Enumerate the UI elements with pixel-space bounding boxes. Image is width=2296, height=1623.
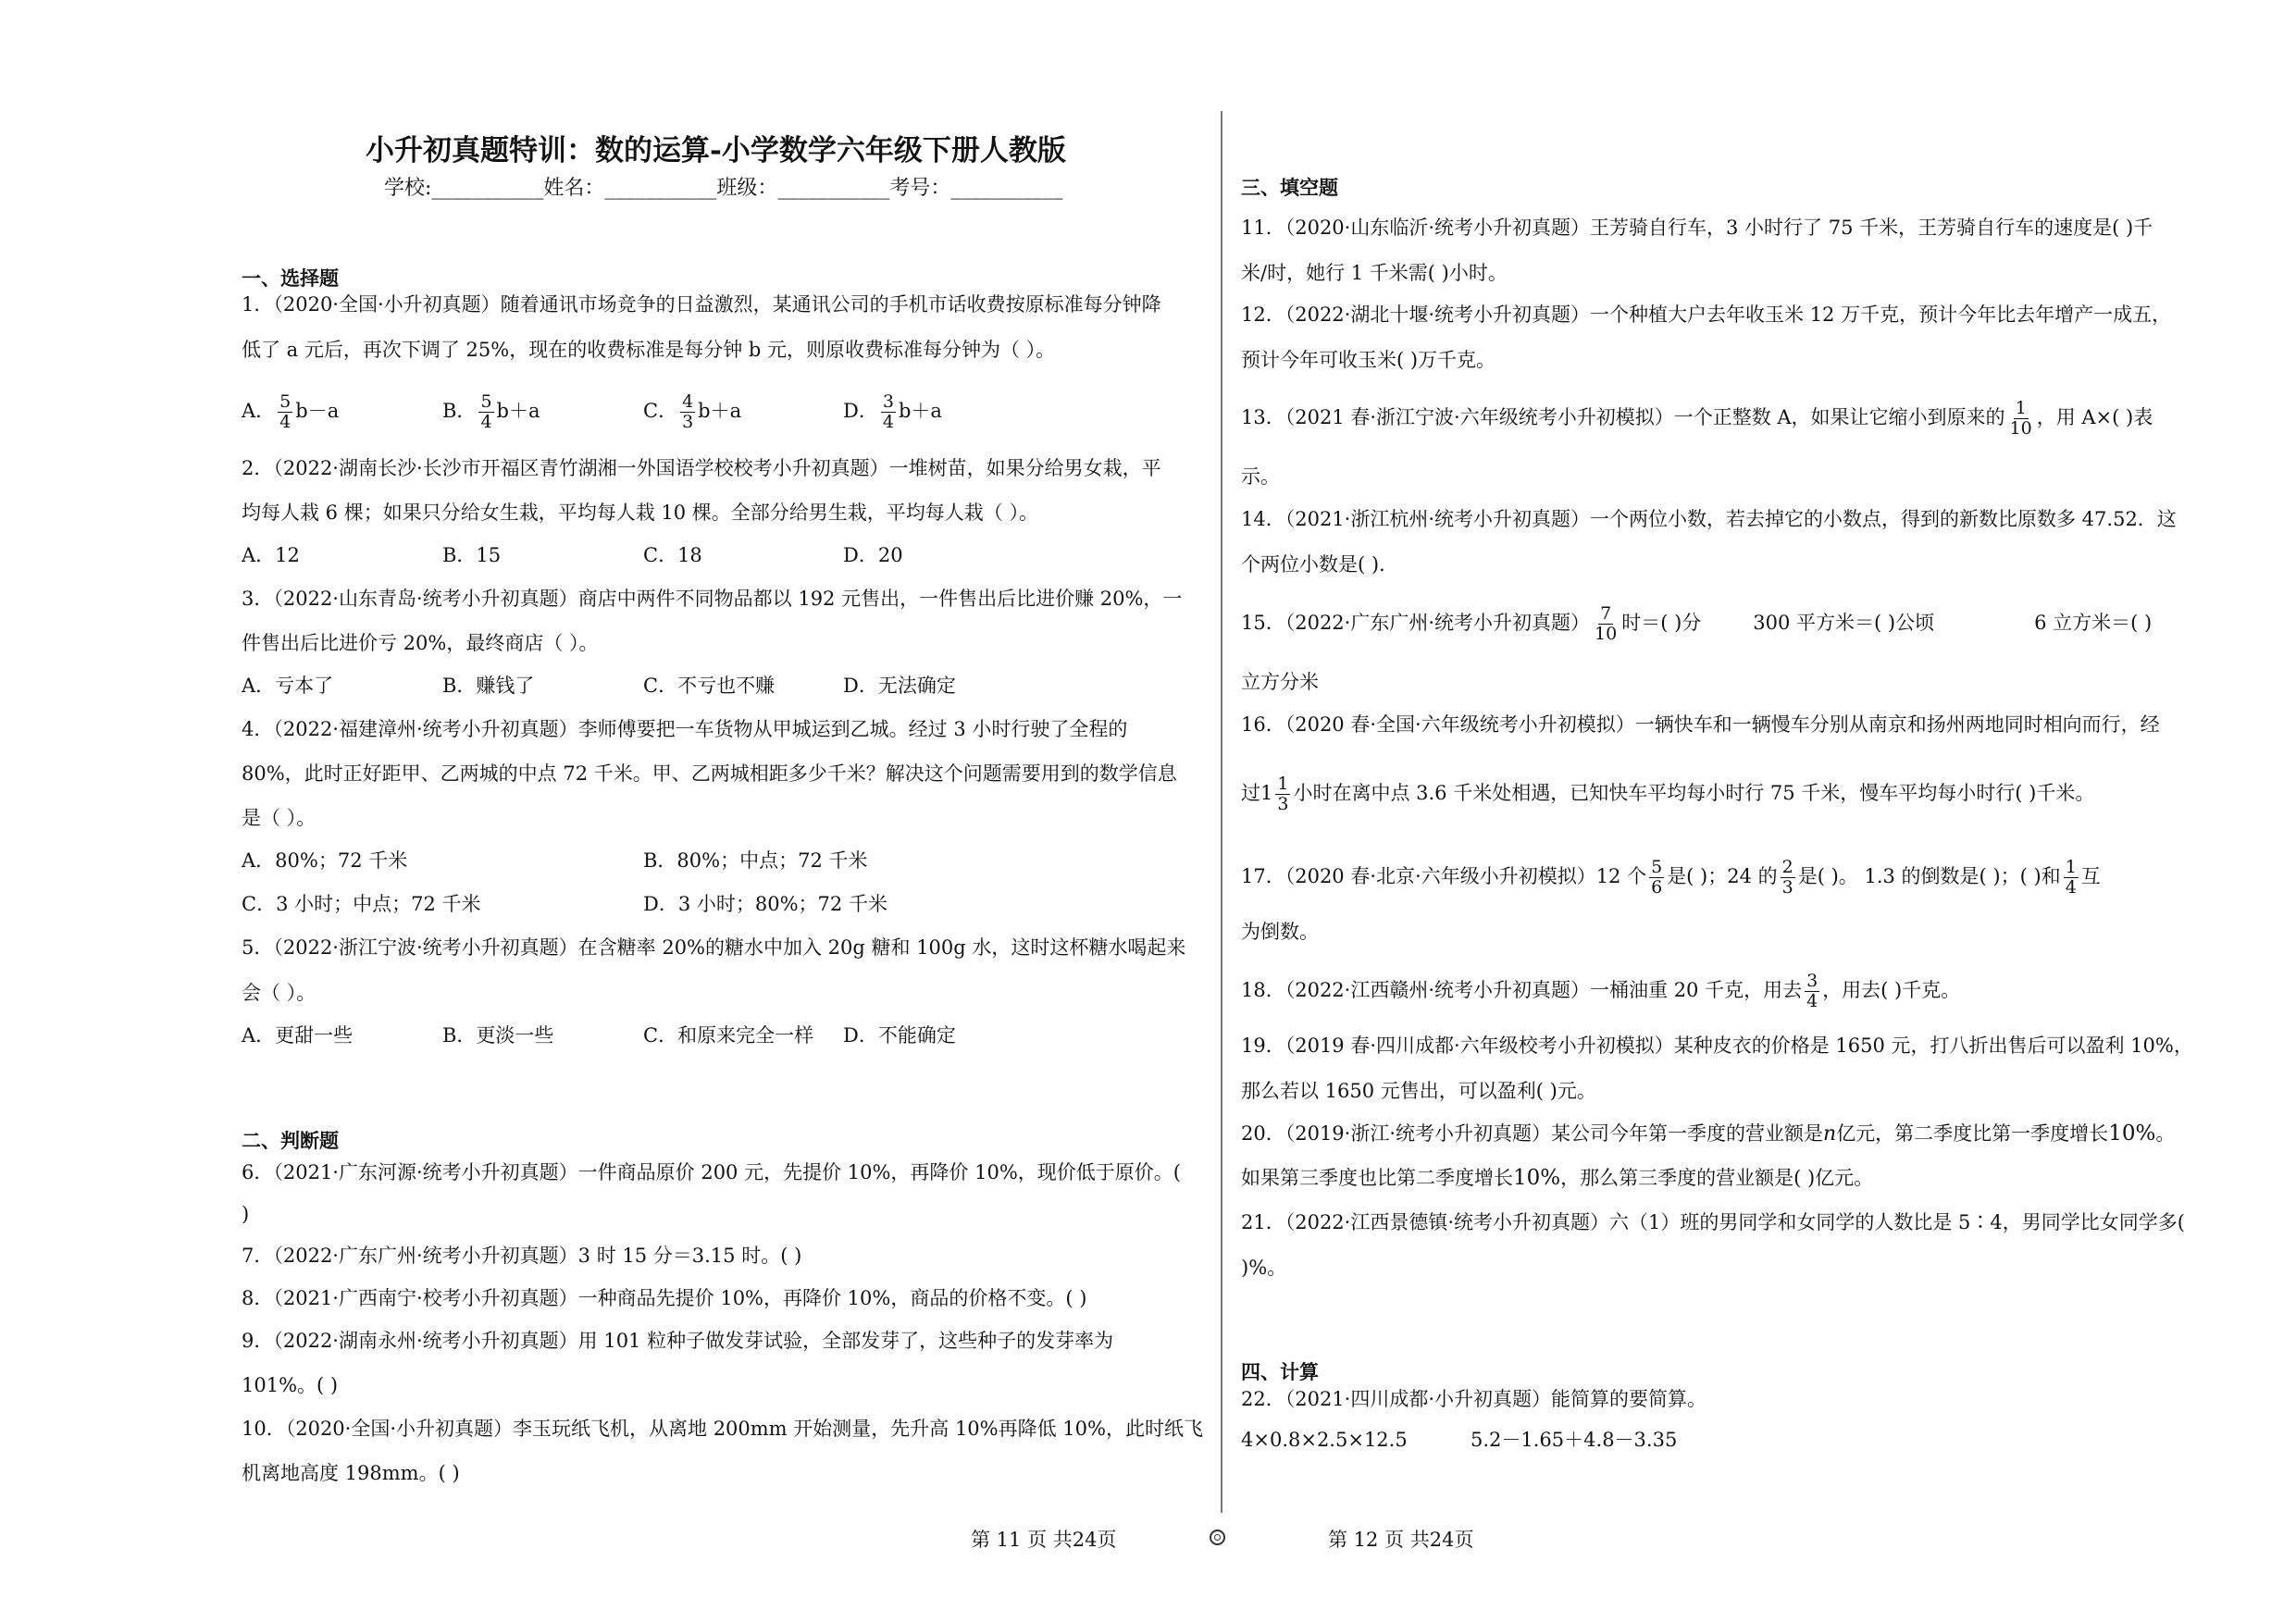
q3-option-b: B．赚钱了: [442, 675, 535, 697]
q17-pre: 17．（2020 春·北京·六年级小升初模拟）12 个: [1241, 865, 1647, 887]
q4-line3: 是（ ）。: [242, 807, 316, 829]
q6-line1: 6．（2021·广东河源·统考小升初真题）一件商品原价 200 元，先提价 10%，再降价 10%，现价低于原价。(: [242, 1161, 1181, 1183]
q12-line1: 12．（2022·湖北十堰·统考小升初真题）一个种植大户去年收玉米 12 万千克，预计今年比去年增产一成五，: [1241, 304, 2172, 326]
q3-option-c: C．不亏也不赚: [643, 675, 776, 697]
q16-den: 3: [1277, 794, 1289, 814]
q20-text-5: ，那么第三季度的营业额是( )亿元。: [1560, 1167, 1874, 1189]
student-info: 学校:___________姓名：___________班级：___________考号：___________: [384, 177, 1063, 200]
q20-line2: [1241, 1164, 1873, 1192]
q11-line1: 11．（2020·山东临沂·统考小升初真题）王芳骑自行车，3 小时行了 75 千米，王芳骑自行车的速度是( )千: [1241, 217, 2153, 239]
q1-b-fraction: [478, 392, 493, 432]
q17-post: 互: [2080, 865, 2101, 887]
q1-b-tail: b＋a: [496, 400, 540, 422]
q5-option-b: B．更淡一些: [442, 1024, 554, 1047]
q18-den: 4: [1806, 991, 1818, 1011]
footer-page-left: 第 11 页 共24页: [971, 1529, 1117, 1551]
q17-mid2: 是( )。 1.3 的倒数是( )；( )和: [1797, 865, 2061, 887]
q18-pre: 18．（2022·江西赣州·统考小升初真题）一桶油重 20 千克，用去: [1241, 979, 1803, 1001]
q5-option-c: C．和原来完全一样: [643, 1024, 814, 1047]
q5-line2: 会（ ）。: [242, 982, 316, 1004]
q3-option-d: D．无法确定: [843, 675, 956, 697]
q18-num: 3: [1806, 971, 1818, 991]
q1-c-fraction: [680, 392, 695, 432]
q1-c-den: 3: [682, 412, 694, 432]
q17-line1: [1241, 858, 2101, 898]
q17-d3: 4: [2065, 877, 2077, 898]
q15-line2: 立方分米: [1241, 671, 1319, 693]
q5-option-a: A．更甜一些: [242, 1024, 354, 1047]
q6-line2: ): [242, 1203, 250, 1225]
q20-line1: [1241, 1120, 2175, 1148]
q18-post: ，用去( )千克。: [1822, 979, 1961, 1001]
q1-option-a: [242, 392, 339, 432]
q19-line2: 那么若以 1650 元售出，可以盈利( )元。: [1241, 1080, 1596, 1102]
q16-post: 小时在离中点 3.6 千米处相遇，已知快车平均每小时行 75 千米，慢车平均每小时行( )千米。: [1293, 782, 2095, 804]
q16-num: 1: [1277, 774, 1289, 794]
q1-a-num: 5: [279, 391, 292, 412]
q1-b-num: 5: [480, 391, 492, 412]
q20-var: n: [1823, 1122, 1837, 1146]
q12-line2: 预计今年可收玉米( )万千克。: [1241, 349, 1496, 371]
q15-t1: 时＝( )分: [1621, 612, 1702, 634]
q1-c-label: C．: [643, 400, 678, 422]
q7: 7．（2022·广东广州·统考小升初真题）3 时 15 分＝3.15 时。( ): [242, 1245, 802, 1267]
q17-fraction-3: [2064, 858, 2079, 898]
q1-option-c: [643, 392, 741, 432]
q9-line1: 9．（2022·湖南永州·统考小升初真题）用 101 粒种子做发芽试验，全部发芽了，这些种子的发芽率为: [242, 1330, 1114, 1352]
circle-icon: [1210, 1530, 1225, 1545]
page-title: 小升初真题特训：数的运算-小学数学六年级下册人教版: [366, 134, 1066, 167]
q20-pct: 10%: [2108, 1121, 2156, 1146]
q18-fraction: [1805, 972, 1819, 1011]
q5-option-d: D．不能确定: [843, 1024, 956, 1047]
q2-option-b: B．15: [442, 544, 502, 566]
q20-text-4: 如果第三季度也比第二季度增长: [1241, 1167, 1513, 1189]
q1-d-den: 4: [882, 412, 894, 432]
section-choice: 一、选择题: [242, 267, 339, 290]
q10-line1: 10．（2020·全国·小升初真题）李玉玩纸飞机，从离地 200mm 开始测量，先升高 10%再降低 10%，此时纸飞: [242, 1418, 1203, 1440]
q17-n2: 2: [1781, 857, 1793, 877]
q13-pre: 13．（2021 春·浙江宁波·六年级统考小升初模拟）一个正整数 A，如果让它缩小到原来的: [1241, 406, 2005, 428]
q1-a-label: A．: [242, 400, 276, 422]
q2-line2: 均每人栽 6 棵；如果只分给女生栽，平均每人栽 10 棵。全部分给男生栽，平均每人栽（ ）。: [242, 502, 1038, 524]
q13-fraction: [2008, 399, 2034, 439]
q22-expr2: 5.2－1.65＋4.8－3.35: [1471, 1429, 1678, 1451]
q1-a-den: 4: [279, 412, 292, 432]
q1-d-fraction: [881, 392, 896, 432]
q16-pre: 过: [1241, 782, 1260, 804]
q17-line2: 为倒数。: [1241, 921, 1319, 943]
q15-num: 7: [1600, 603, 1612, 624]
q2-option-c: C．18: [643, 544, 702, 566]
q15-t3: 6 立方米＝( ): [2034, 612, 2153, 634]
q18-line1: [1241, 972, 1960, 1011]
q15-fraction: [1593, 604, 1619, 644]
q20-text-2: 亿元，第二季度比第一季度增长: [1836, 1122, 2109, 1145]
column-divider: [1221, 111, 1222, 1513]
q1-option-d: [843, 392, 942, 432]
section-calc: 四、计算: [1241, 1361, 1319, 1383]
q1-d-label: D．: [843, 400, 878, 422]
q14-line1: 14．（2021·浙江杭州·统考小升初真题）一个两位小数，若去掉它的小数点，得到的新数比原数多 47.52．这: [1241, 508, 2177, 530]
q1-line1: 1．（2020·全国·小升初真题）随着通讯市场竞争的日益激烈，某通讯公司的手机市话收费按原标准每分钟降: [242, 293, 1161, 316]
q17-n1: 5: [1651, 857, 1663, 877]
q1-a-tail: b－a: [295, 400, 340, 422]
q16-fraction: [1275, 774, 1290, 814]
q3-option-a: A．亏本了: [242, 675, 334, 697]
q15-line1: [1241, 604, 2152, 644]
q3-line1: 3．（2022·山东青岛·统考小升初真题）商店中两件不同物品都以 192 元售出，一件售出后比进价赚 20%，一: [242, 588, 1183, 610]
q1-d-num: 3: [882, 391, 894, 412]
q16-whole: 1: [1260, 782, 1273, 804]
q2-line1: 2．（2022·湖南长沙·长沙市开福区青竹湖湘一外国语学校校考小升初真题）一堆树苗，如果分给男女栽，平: [242, 457, 1161, 479]
section-judge: 二、判断题: [242, 1130, 339, 1152]
q4-option-a: A．80%；72 千米: [242, 849, 408, 872]
q1-a-fraction: [278, 392, 292, 432]
q4-line2: 80%，此时正好距甲、乙两城的中点 72 千米。甲、乙两城相距多少千米？解决这个问题需要用到的数学信息: [242, 762, 1177, 785]
q4-option-c: C．3 小时；中点；72 千米: [242, 893, 481, 915]
q15-pre: 15．（2022·广东广州·统考小升初真题）: [1241, 612, 1591, 634]
q2-option-d: D．20: [843, 544, 903, 566]
q17-d1: 6: [1651, 877, 1663, 898]
q3-line2: 件售出后比进价亏 20%，最终商店（ ）。: [242, 632, 599, 654]
section-fill: 三、填空题: [1241, 177, 1338, 199]
q5-line1: 5．（2022·浙江宁波·统考小升初真题）在含糖率 20%的糖水中加入 20g 糖和 100g 水，这时这杯糖水喝起来: [242, 936, 1186, 959]
q17-d2: 3: [1781, 877, 1793, 898]
q19-line1: 19．（2019 春·四川成都·六年级校考小升初模拟）某种皮衣的价格是 1650 元，打八折出售后可以盈利 10%，: [1241, 1035, 2193, 1057]
q1-b-label: B．: [442, 400, 477, 422]
q17-n3: 1: [2065, 857, 2077, 877]
q22-line1: 22．（2021·四川成都·小升初真题）能简算的要简算。: [1241, 1388, 1707, 1410]
q17-mid1: 是( )；24 的: [1667, 865, 1778, 887]
q16-line1: 16．（2020 春·全国·六年级统考小升初模拟）一辆快车和一辆慢车分别从南京和扬州两地同时相向而行，经: [1241, 713, 2160, 736]
q1-c-num: 4: [682, 391, 694, 412]
q22-expr1: 4×0.8×2.5×12.5: [1241, 1429, 1408, 1451]
q20-text-3: 。: [2155, 1122, 2176, 1145]
q4-option-d: D．3 小时；80%；72 千米: [643, 893, 887, 915]
q10-line2: 机离地高度 198mm。( ): [242, 1462, 460, 1484]
q1-line2: 低了 a 元后，再次下调了 25%，现在的收费标准是每分钟 b 元，则原收费标准每分钟为（ ）。: [242, 339, 1056, 361]
q20-pct2: 10%: [1513, 1166, 1561, 1190]
q1-c-tail: b＋a: [698, 400, 742, 422]
q11-line2: 米/时，她行 1 千米需( )小时。: [1241, 262, 1508, 284]
q20-text-1: 20．（2019·浙江·统考小升初真题）某公司今年第一季度的营业额是: [1241, 1122, 1824, 1145]
q13-line1: [1241, 399, 2153, 439]
q1-b-den: 4: [480, 412, 492, 432]
q16-line2: [1241, 774, 2094, 814]
q13-num: 1: [2015, 398, 2027, 418]
q8: 8．（2021·广西南宁·校考小升初真题）一种商品先提价 10%，再降价 10%，商品的价格不变。( ): [242, 1287, 1087, 1309]
q14-line2: 个两位小数是( ).: [1241, 553, 1385, 576]
q13-den: 10: [2009, 418, 2032, 439]
q4-line1: 4．（2022·福建漳州·统考小升初真题）李师傅要把一车货物从甲城运到乙城。经过 3 小时行驶了全程的: [242, 718, 1128, 740]
q1-d-tail: b＋a: [898, 400, 942, 422]
q17-fraction-2: [1781, 858, 1795, 898]
q13-line2: 示。: [1241, 465, 1280, 488]
q21-line1: 21．（2022·江西景德镇·统考小升初真题）六（1）班的男同学和女同学的人数比是 5∶4，男同学比女同学多(: [1241, 1211, 2185, 1233]
q17-fraction-1: [1649, 858, 1664, 898]
q9-line2: 101%。( ): [242, 1374, 339, 1396]
q2-option-a: A．12: [242, 544, 300, 566]
q13-post: ，用 A×( )表: [2036, 406, 2153, 428]
q15-t2: 300 平方米＝( )公顷: [1753, 612, 1935, 634]
q4-option-b: B．80%；中点；72 千米: [643, 849, 868, 872]
footer-page-right: 第 12 页 共24页: [1328, 1529, 1474, 1551]
q21-line2: )%。: [1241, 1257, 1287, 1279]
q15-den: 10: [1595, 624, 1618, 644]
q1-option-b: [442, 392, 540, 432]
